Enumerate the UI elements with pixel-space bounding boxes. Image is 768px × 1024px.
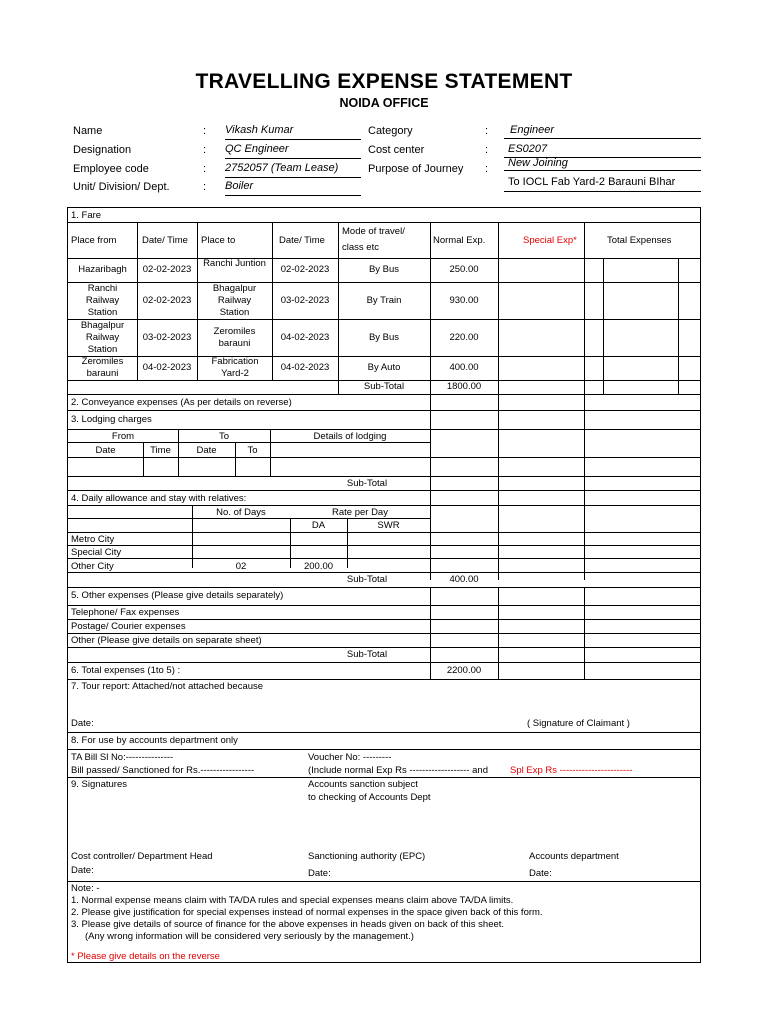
name-value: Vikash Kumar <box>225 124 361 140</box>
allowance-subtotal-value: 400.00 <box>449 574 479 585</box>
row1-mode: By Bus <box>368 264 400 275</box>
purpose-value-line2: To IOCL Fab Yard-2 Barauni BIhar <box>504 176 701 192</box>
bill-passed: Bill passed/ Sanctioned for Rs.----------------- <box>71 765 255 776</box>
signatures-section: 9. Signatures <box>71 779 127 790</box>
row1-from: Hazaribagh <box>78 264 127 275</box>
other-city-da: 200.00 <box>303 561 334 572</box>
other-city: Other City <box>71 561 114 572</box>
cost-center-value: ES0207 <box>504 143 701 158</box>
row1-normal: 250.00 <box>449 264 479 275</box>
colon: : <box>203 163 207 175</box>
footnote: * Please give details on the reverse <box>71 951 220 962</box>
row3-date2: 04-02-2023 <box>280 332 330 343</box>
allowance-section: 4. Daily allowance and stay with relatives: <box>71 493 247 504</box>
conveyance-section: 2. Conveyance expenses (As per details on reverse) <box>71 397 292 408</box>
col-date-time-2: Date/ Time <box>279 235 325 246</box>
lodging-section: 3. Lodging charges <box>71 414 152 425</box>
allowance-subtotal-label: Sub-Total <box>346 574 388 585</box>
ta-bill-sl: TA Bill Sl No:--------------- <box>71 752 174 763</box>
colon: : <box>485 144 489 156</box>
special-city: Special City <box>71 547 122 558</box>
accounts-department: Accounts department <box>529 851 619 862</box>
other-subtotal-label: Sub-Total <box>346 649 388 660</box>
tour-report-label: 7. Tour report: Attached/not attached because <box>71 681 264 692</box>
allowance-rate: Rate per Day <box>332 507 388 518</box>
note-head: Note: - <box>71 883 100 894</box>
row4-normal: 400.00 <box>449 362 479 373</box>
row2-from: Ranchi Railway Station <box>85 283 120 318</box>
row3-mode: By Bus <box>368 332 400 343</box>
include-normal: (Include normal Exp Rs ------------------- and <box>308 765 488 776</box>
col-place-to: Place to <box>201 235 236 246</box>
row2-mode: By Train <box>366 295 402 306</box>
other-city-days: 02 <box>235 561 247 572</box>
designation-value: QC Engineer <box>225 143 361 159</box>
col-place-from: Place from <box>71 235 117 246</box>
row1-date2: 02-02-2023 <box>280 264 330 275</box>
row3-normal: 220.00 <box>449 332 479 343</box>
total-value: 2200.00 <box>446 665 482 676</box>
row4-date: 04-02-2023 <box>142 362 192 373</box>
fare-subtotal-label: Sub-Total <box>363 381 405 392</box>
colon: : <box>485 163 489 175</box>
row2-date2: 03-02-2023 <box>280 295 330 306</box>
row2-date: 02-02-2023 <box>142 295 192 306</box>
sig-date-1: Date: <box>71 865 94 876</box>
unit-label: Unit/ Division/ Dept. <box>73 181 170 193</box>
colon: : <box>203 144 207 156</box>
col-normal: Normal Exp. <box>433 235 486 246</box>
row2-to: Bhagalpur Railway Station <box>212 283 257 318</box>
employee-code-label: Employee code <box>73 163 149 175</box>
allowance-days: No. of Days <box>216 507 266 518</box>
spl-exp: Spl Exp Rs ----------------------- <box>510 765 633 776</box>
note-2: 2. Please give justification for special expenses instead of normal expenses in the space given back of this form. <box>71 907 543 918</box>
col-total: Total Expenses <box>607 235 672 246</box>
name-label: Name <box>73 125 103 137</box>
note-4: (Any wrong information will be considered very seriously by the management.) <box>85 931 414 942</box>
row1-date: 02-02-2023 <box>142 264 192 275</box>
lodging-time: Time <box>150 445 171 456</box>
sanctioning-authority: Sanctioning authority (EPC) <box>308 851 426 862</box>
office-subtitle: NOIDA OFFICE <box>339 96 429 110</box>
purpose-value-line1: New Joining <box>504 157 701 171</box>
sig-date-3: Date: <box>529 868 552 879</box>
note-1: 1. Normal expense means claim with TA/DA rules and special expenses means claim above TA/DA limits. <box>71 895 514 906</box>
lodging-details: Details of lodging <box>313 431 387 442</box>
row2-normal: 930.00 <box>449 295 479 306</box>
colon: : <box>485 125 489 137</box>
unit-value: Boiler <box>225 180 361 196</box>
lodging-from: From <box>111 431 135 442</box>
col-special: Special Exp* <box>523 235 577 246</box>
claimant-signature: ( Signature of Claimant ) <box>527 718 630 729</box>
lodging-to: To <box>218 431 230 442</box>
category-label: Category <box>368 125 413 137</box>
allowance-da: DA <box>311 520 326 531</box>
row3-from: Bhagalpur Railway Station <box>80 320 125 355</box>
accounts-section: 8. For use by accounts department only <box>71 735 238 746</box>
allowance-swr: SWR <box>377 520 400 531</box>
accounts-sanction-1: Accounts sanction subject <box>308 779 418 790</box>
other-expenses-section: 5. Other expenses (Please give details separately) <box>71 590 284 601</box>
other-expenses: Other (Please give details on separate sheet) <box>71 635 262 646</box>
category-value: Engineer <box>504 124 701 139</box>
document-title: TRAVELLING EXPENSE STATEMENT <box>195 70 573 93</box>
cost-center-label: Cost center <box>368 144 425 156</box>
purpose-label: Purpose of Journey <box>368 163 464 175</box>
lodging-to-2: To <box>247 445 258 456</box>
fare-subtotal-value: 1800.00 <box>446 381 482 392</box>
row1-to: Ranchi Juntion <box>203 258 266 269</box>
sig-date-2: Date: <box>308 868 331 879</box>
voucher-no: Voucher No: --------- <box>308 752 392 763</box>
lodging-date: Date <box>95 445 116 456</box>
row3-date: 03-02-2023 <box>142 332 192 343</box>
metro-city: Metro City <box>71 534 115 545</box>
row4-to: Fabrication Yard-2 <box>211 356 259 379</box>
lodging-date-2: Date <box>196 445 217 456</box>
note-3: 3. Please give details of source of finance for the above expenses in heads given on back of this sheet. <box>71 919 505 930</box>
postage-expenses: Postage/ Courier expenses <box>71 621 186 632</box>
row4-date2: 04-02-2023 <box>280 362 330 373</box>
fare-section-title: 1. Fare <box>71 210 102 221</box>
colon: : <box>203 181 207 193</box>
employee-code-value: 2752057 (Team Lease) <box>225 162 361 178</box>
tour-date: Date: <box>71 718 94 729</box>
expense-form <box>67 207 701 963</box>
row4-mode: By Auto <box>367 362 401 373</box>
row3-to: Zeromiles barauni <box>213 326 256 349</box>
colon: : <box>203 125 207 137</box>
cost-controller: Cost controller/ Department Head <box>71 851 213 862</box>
telephone-expenses: Telephone/ Fax expenses <box>71 607 180 618</box>
accounts-sanction-2: to checking of Accounts Dept <box>308 792 431 803</box>
col-date-time: Date/ Time <box>142 235 188 246</box>
col-mode: Mode of travel/ class etc <box>342 226 405 253</box>
row4-from: Zeromiles barauni <box>81 356 124 379</box>
total-label: 6. Total expenses (1to 5) : <box>71 665 181 676</box>
designation-label: Designation <box>73 144 132 156</box>
lodging-subtotal-label: Sub-Total <box>346 478 388 489</box>
